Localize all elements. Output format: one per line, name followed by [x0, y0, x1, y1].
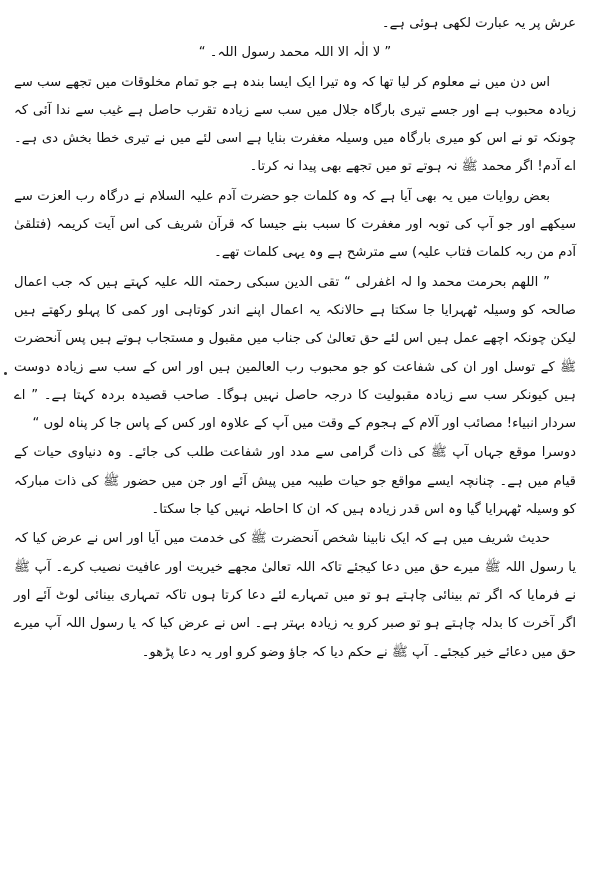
paragraph-hadith-blind-man: حدیث شریف میں ہے کہ ایک نابینا شخص آنحضرت ﷺ کی خدمت میں آیا اور اس نے عرض کیا کہ یا رسول اللہ ﷺ میرے حق میں دعا کیجئے تاکہ اللہ تعالیٰ مجھے خیریت اور عافیت نصیب کرے۔ آپ ﷺ نے فرمایا کہ اگر تم بینائی چاہتے ہو تو میں تمہارے لئے دعا کرتا ہوں تاکہ تمہاری بینائی لوٹ آئے اور اگر آخرت کا بدلہ چاہتے ہو تو صبر کرو یہ زیادہ بہتر ہے۔ اس نے عرض کیا کہ یا رسول اللہ آپ میرے حق میں دعائے خیر کیجئے۔ آپ ﷺ نے حکم دیا کہ جاؤ وضو کرو اور یہ دعا پڑھو۔ — [14, 531, 576, 660]
text-line: ” لا الٰہ الا اللہ محمد رسول اللہ۔ “ — [198, 45, 392, 61]
paragraph-intro — [14, 10, 576, 38]
paragraph-second-occasion: دوسرا موقع جہاں آپ ﷺ کی ذات گرامی سے مدد اور شفاعت طلب کی جائے۔ وہ دنیاوی حیات کے قیام میں ہے۔ چنانچہ ایسے مواقع جو حیات طیبہ میں پیش آئے اور جن میں حضور ﷺ کی ذات مبارکہ کو وسیلہ ٹھہرایا گیا وہ اس قدر زیادہ ہیں کہ ان کا احاطہ نہیں کیا جا سکتا۔ — [14, 445, 576, 518]
text-line: عرش پر یہ عبارت لکھی ہوئی ہے۔ — [381, 16, 576, 31]
paragraph-riwayat: بعض روایات میں یہ بھی آیا ہے کہ وہ کلمات جو حضرت آدم علیہ السلام نے درگاہ رب العزت سے سیکھے اور جو آپ کی توبہ اور مغفرت کا سبب بنے جیسا کہ قرآن شریف کی اس آیت کریمہ (فتلقیٰ آدم من ربہ کلمات فتاب علیہ) سے مترشح ہے وہ یہی کلمات تھے۔ — [14, 188, 576, 261]
paragraph-adam-vision: اس دن میں نے معلوم کر لیا تھا کہ وہ تیرا ایک ایسا بندہ ہے جو تمام مخلوقات میں تجھے سب سے زیادہ محبوب ہے اور جسے تیری بارگاہ جلال میں سب سے زیادہ تقرب حاصل ہے غیب سے ندا آئی کہ چونکہ تو نے اس کو میری بارگاہ میں وسیلہ مغفرت بنایا ہے اسی لئے میں نے تیری خطا بخش دی ہے۔ اے آدم! اگر محمد ﷺ نہ ہوتے تو میں تجھے بھی پیدا نہ کرتا۔ — [14, 74, 576, 175]
kalima-quote — [14, 39, 576, 67]
paragraph-dua-and-subki: ” اللھم بحرمت محمد وا لہ اغفرلی “ تقی الدین سبکی رحمتہ اللہ علیہ کہتے ہیں کہ جب اعمال صالحہ کو وسیلہ ٹھہرایا جا سکتا ہے حالانکہ یہ اعمال اپنے اندر کوتاہی اور کمی کا پہلو رکھتے ہیں لیکن چونکہ اچھے عمل ہیں اس لئے حق تعالیٰ کی جناب میں مقبول و مستجاب ہوتے ہیں پس آنحضرت ﷺ کے توسل اور ان کی شفاعت کو جو محبوب رب العالمین ہیں اور اس کے سب سے زیادہ دوست ہیں کیونکر سب سے زیادہ مقبولیت کا درجہ حاصل نہیں ہوگا۔ صاحب قصیدہ بردہ کہتا ہے۔ ” اے سردار انبیاء! مصائب اور آلام کے ہجوم کے وقت میں آپ کے علاوہ اور کس کے پاس جا کر پناہ لوں “ — [14, 274, 576, 432]
margin-dot — [4, 372, 7, 375]
